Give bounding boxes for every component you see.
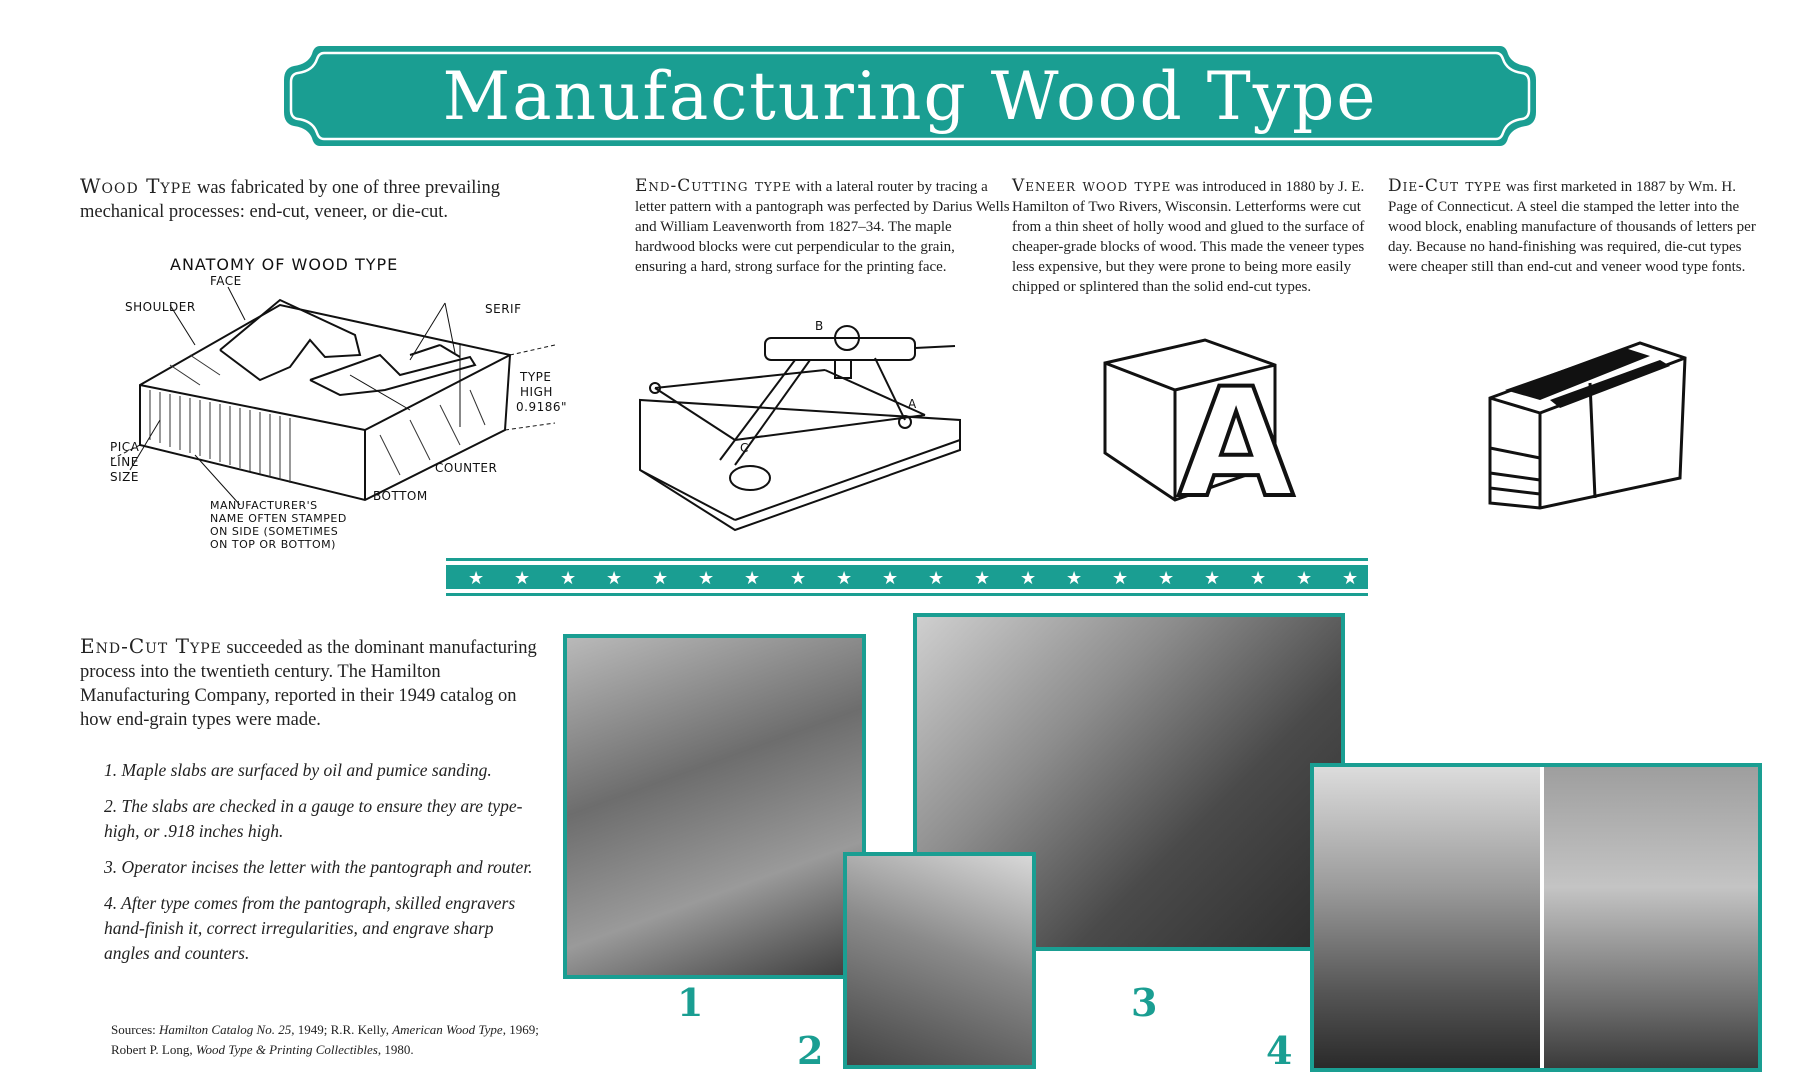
source-3-title: Wood Type & Printing Collectibles xyxy=(195,1042,378,1057)
pantograph-illustration xyxy=(635,310,965,535)
veneer-lead: Veneer wood type xyxy=(1012,176,1172,196)
label-type-high-2: HIGH xyxy=(520,385,553,399)
end-cutting-text: with a lateral router by tracing a letter pattern with a pantograph was perfected by Darius Wells and William Leavenworth from 1827–34. The maple hardwood blocks were cut perpendicular to the grain, ensuring a hard, strong surface for the printing face. xyxy=(635,179,1010,275)
star-divider xyxy=(446,558,1368,596)
end-cutting-paragraph xyxy=(635,176,1010,277)
pantograph-label-c: C xyxy=(740,441,749,455)
label-shoulder: SHOULDER xyxy=(125,300,196,314)
star-icon: ★ xyxy=(1250,568,1267,589)
star-icon: ★ xyxy=(1342,568,1359,589)
star-icon: ★ xyxy=(1066,568,1083,589)
veneer-paragraph xyxy=(1012,176,1382,297)
star-icon: ★ xyxy=(882,568,899,589)
anatomy-title: ANATOMY OF WOOD TYPE xyxy=(170,255,399,274)
veneer-letter-a: A xyxy=(1178,357,1295,531)
photo-number-4: 4 xyxy=(1266,1028,1293,1073)
intro-lead: Wood Type xyxy=(80,174,193,198)
end-cutting-lead: End-Cutting type xyxy=(635,176,792,196)
veneer-block-illustration xyxy=(1100,335,1330,535)
die-cut-paragraph xyxy=(1388,176,1758,277)
star-icon: ★ xyxy=(652,568,669,589)
star-icon: ★ xyxy=(928,568,945,589)
label-pica-1: PICA xyxy=(110,440,140,454)
photo-sanding-slabs xyxy=(563,634,866,979)
star-icon: ★ xyxy=(1204,568,1221,589)
page-title: Manufacturing Wood Type xyxy=(442,57,1378,135)
label-mfr-2: NAME OFTEN STAMPED xyxy=(210,512,347,525)
star-icon: ★ xyxy=(514,568,531,589)
label-pica-2: LINE xyxy=(110,455,139,469)
photo-hand-finishing-left xyxy=(1314,767,1540,1068)
end-cut-type-paragraph xyxy=(80,634,540,732)
veneer-text: was introduced in 1880 by J. E. Hamilton of Two Rivers, Wisconsin. Letterforms were cut from a thin sheet of holly wood and glued to the surface of cheaper-grade blocks of wood. This made the veneer types less expensive, but they were prone to being more easily chipped or splintered than the solid end-cut types. xyxy=(1012,179,1365,295)
pantograph-label-a: A xyxy=(908,397,917,411)
star-icon: ★ xyxy=(836,568,853,589)
die-cut-lead: Die-Cut type xyxy=(1388,176,1503,196)
end-cut-type-text: succeeded as the dominant manufacturing process into the twentieth century. The Hamilton Manufacturing Company, reported in their 1949 catalog on how end-grain types were made. xyxy=(80,638,537,730)
photo-gauge-check xyxy=(843,852,1036,1069)
star-icon: ★ xyxy=(790,568,807,589)
intro-paragraph xyxy=(80,174,520,224)
anatomy-diagram xyxy=(110,245,580,555)
label-mfr-1: MANUFACTURER'S xyxy=(210,499,318,512)
step-item-3: 3. Operator incises the letter with the pantograph and router. xyxy=(104,857,533,877)
label-face: FACE xyxy=(210,274,242,288)
star-icon: ★ xyxy=(698,568,715,589)
label-serif: SERIF xyxy=(485,302,522,316)
step-item-4: 4. After type comes from the pantograph, skilled engravers hand-finish it, correct irregularities, and engrave sharp angles and counters. xyxy=(104,893,516,963)
star-icon: ★ xyxy=(1112,568,1129,589)
step-item-2: 2. The slabs are checked in a gauge to ensure they are type-high, or .918 inches high. xyxy=(104,796,523,841)
photo-number-1: 1 xyxy=(677,980,704,1025)
label-mfr-4: ON TOP OR BOTTOM) xyxy=(210,538,336,551)
title-banner xyxy=(280,42,1540,150)
end-cut-type-lead: End-Cut Type xyxy=(80,634,222,658)
intro-text: was fabricated by one of three prevailing mechanical processes: end-cut, veneer, or die-cut. xyxy=(80,178,501,222)
sources-note xyxy=(111,1020,571,1060)
source-3-rest: , 1980. xyxy=(377,1042,414,1057)
star-icon: ★ xyxy=(560,568,577,589)
sources-prefix: Sources: xyxy=(111,1022,160,1037)
steps-list xyxy=(104,758,534,977)
star-icon: ★ xyxy=(1020,568,1037,589)
source-1-title: Hamilton Catalog No. 25 xyxy=(159,1022,292,1037)
photo-hand-finishing-right xyxy=(1544,767,1758,1068)
photo-hand-finishing xyxy=(1310,763,1762,1072)
label-mfr-3: ON SIDE (SOMETIMES xyxy=(210,525,339,538)
label-bottom: BOTTOM xyxy=(373,489,428,503)
label-counter: COUNTER xyxy=(435,461,498,475)
source-2-rest: , 1969; Robert P. Long, xyxy=(111,1022,539,1057)
source-1-rest: , 1949; R.R. Kelly, xyxy=(291,1022,393,1037)
pantograph-label-b: B xyxy=(815,319,824,333)
source-2-title: American Wood Type xyxy=(392,1022,503,1037)
die-cut-text: was first marketed in 1887 by Wm. H. Page of Connecticut. A steel die stamped the letter into the wood block, enabling manufacture of thousands of letters per day. Because no hand-finishing was required, die-cut types were cheaper still than end-cut and veneer wood type fonts. xyxy=(1388,179,1756,275)
star-icon: ★ xyxy=(974,568,991,589)
star-icon: ★ xyxy=(1158,568,1175,589)
photo-number-2: 2 xyxy=(797,1028,824,1073)
label-type-high-1: TYPE xyxy=(520,370,552,384)
photo-number-3: 3 xyxy=(1131,980,1158,1025)
label-type-high-3: 0.9186" xyxy=(516,400,568,414)
star-icon: ★ xyxy=(744,568,761,589)
die-cut-illustration xyxy=(1480,338,1690,513)
star-icon: ★ xyxy=(468,568,485,589)
star-icon: ★ xyxy=(1296,568,1313,589)
label-pica-3: SIZE xyxy=(110,470,139,484)
star-icon: ★ xyxy=(606,568,623,589)
step-item-1: 1. Maple slabs are surfaced by oil and pumice sanding. xyxy=(104,760,492,780)
